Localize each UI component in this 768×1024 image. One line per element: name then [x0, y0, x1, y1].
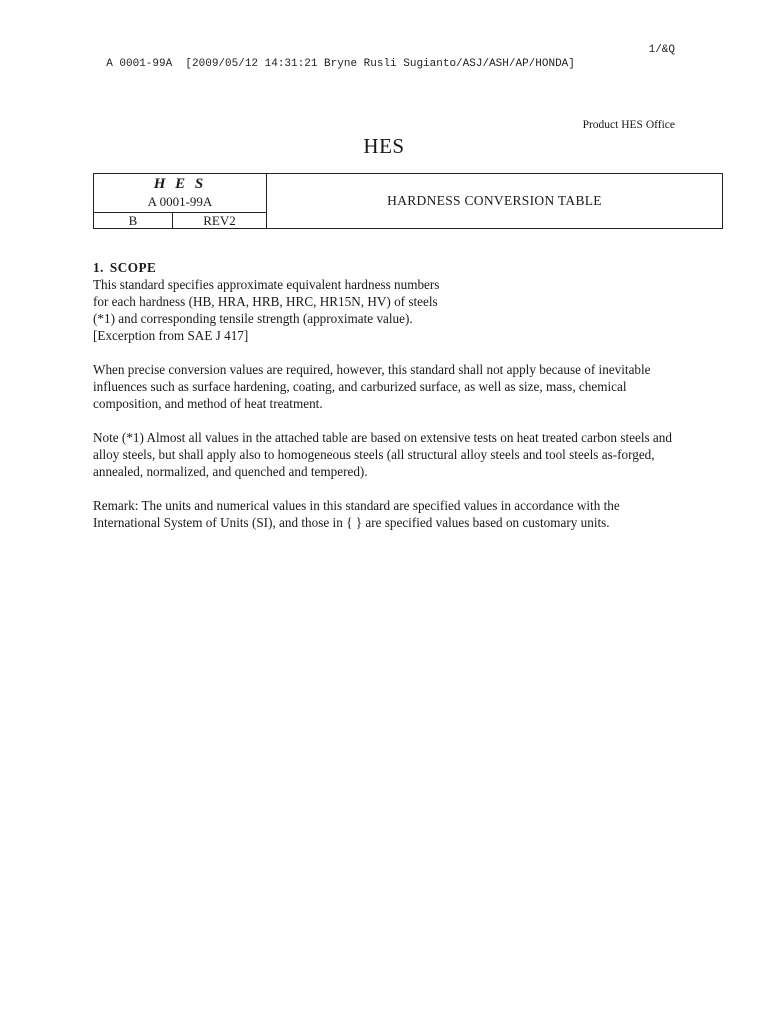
remark-paragraph: Remark: The units and numerical values in this standard are specified values in accordance with the International System of Units (SI), and those in { } are specified values based on customary units. — [93, 498, 620, 530]
standard-label: H E S — [153, 176, 207, 192]
office-name: Product HES Office — [582, 119, 675, 131]
page-number: 1/&Q — [648, 44, 675, 56]
standard-revision: REV2 — [203, 213, 236, 228]
document-body — [93, 259, 683, 548]
document-reference: A 0001-99A [2009/05/12 14:31:21 Bryne Rusli Sugianto/ASJ/ASH/AP/HONDA] — [106, 58, 575, 70]
standard-title: HARDNESS CONVERSION TABLE — [387, 193, 602, 208]
standard-number: A 0001-99A — [147, 194, 213, 209]
scope-paragraph: This standard specifies approximate equivalent hardness numbers for each hardness (HB, HRA, HRB, HRC, HR15N, HV) of steels (*1) and corresponding tensile strength (approximate value). [Excerption from SAE J 417] — [93, 277, 440, 343]
page-title: HES — [363, 134, 405, 158]
document-header — [93, 43, 675, 85]
title-block-class-row — [94, 212, 266, 228]
precise-conversion-paragraph: When precise conversion values are required, however, this standard shall not apply because of inevitable influences such as surface hardening, coating, and carburized surface, as well as size, mass, chemical composition, and method of heat treatment. — [93, 362, 651, 411]
section-title: SCOPE — [109, 260, 157, 275]
standard-class: B — [94, 213, 173, 228]
title-block-id-section — [94, 174, 267, 228]
section-heading — [93, 259, 683, 276]
title-block — [93, 173, 723, 229]
section-number: 1. — [93, 260, 104, 275]
note-paragraph: Note (*1) Almost all values in the attached table are based on extensive tests on heat treated carbon steels and alloy steels, but shall apply also to homogeneous steels (all structural alloy steels and tool steels as-forged, annealed, normalized, and quenched and tempered). — [93, 430, 672, 479]
